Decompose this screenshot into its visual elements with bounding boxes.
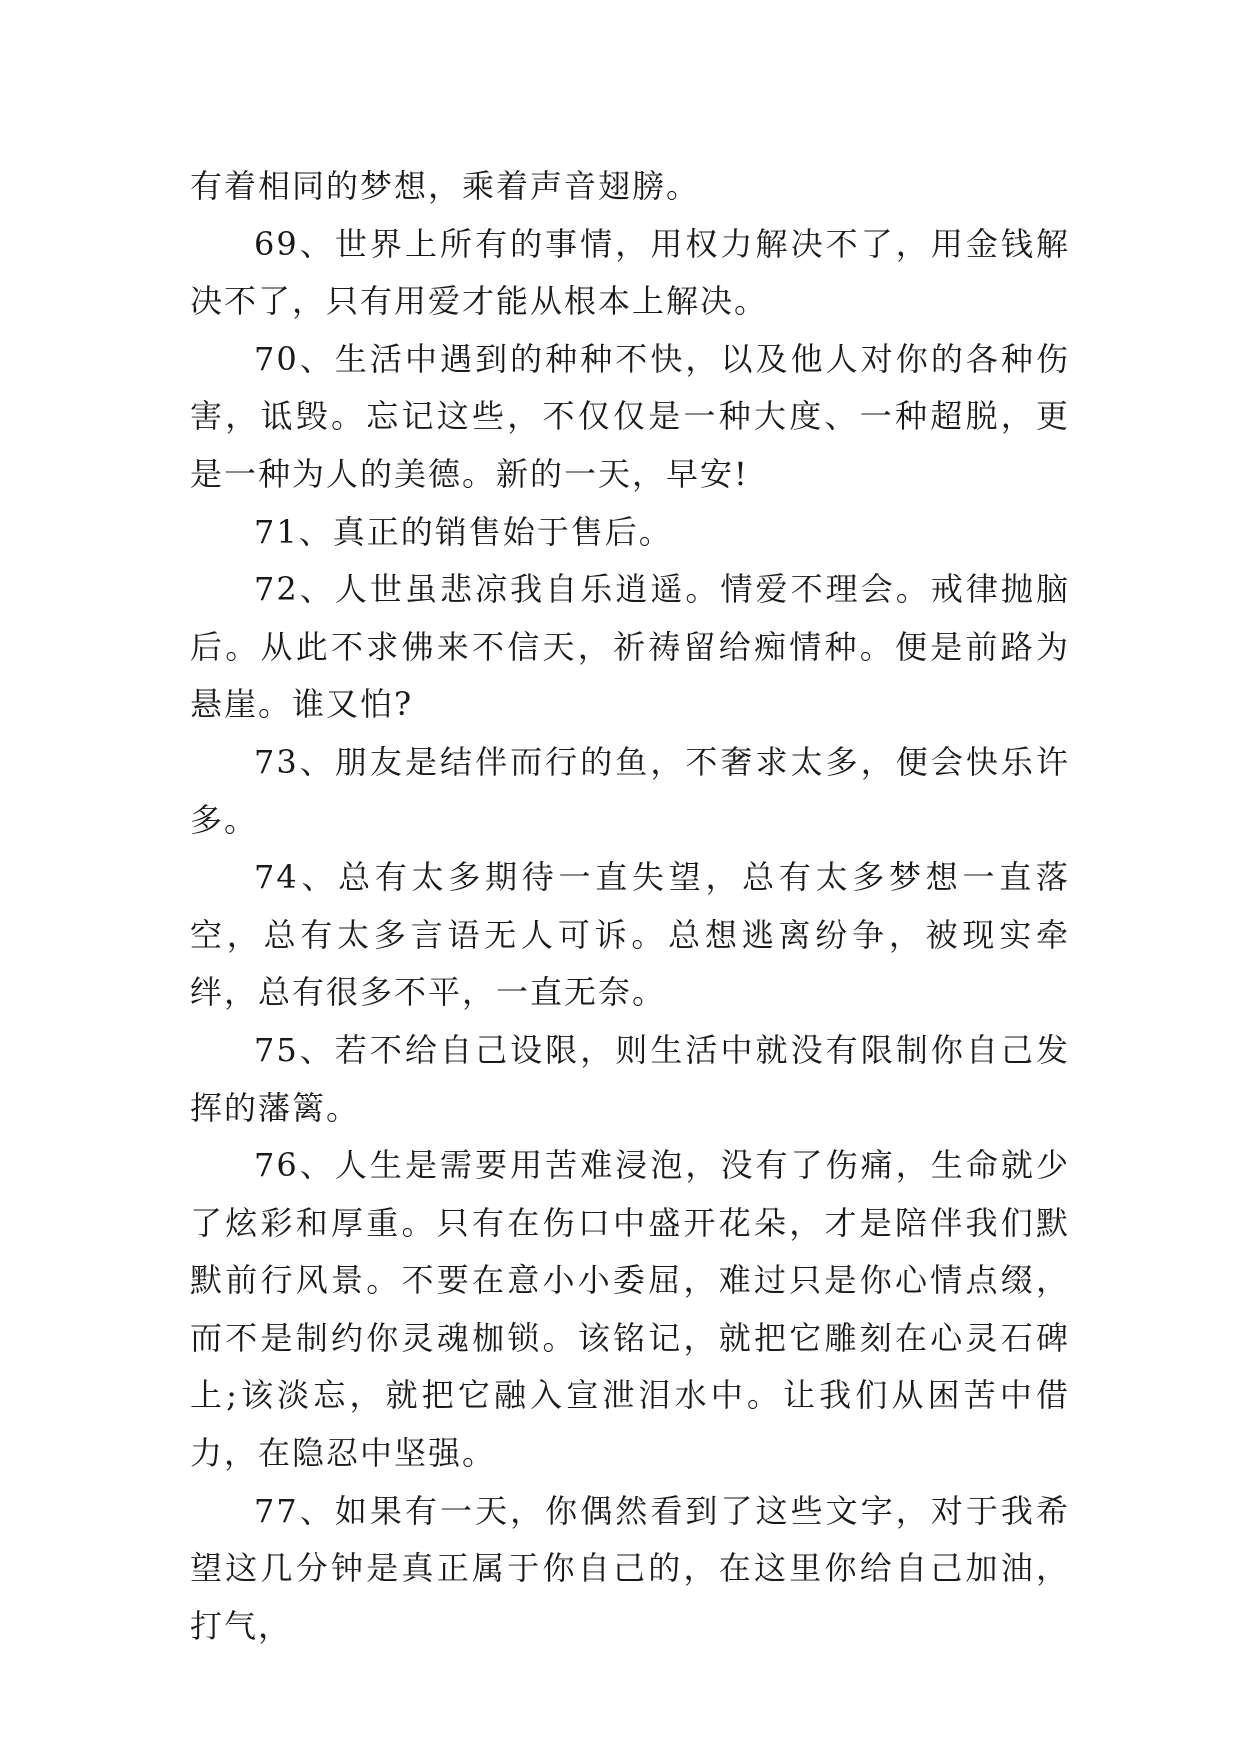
- paragraph-74: 74、总有太多期待一直失望，总有太多梦想一直落空，总有太多言语无人可诉。总想逃离纷争，被现实牵绊，总有很多不平，一直无奈。: [190, 858, 1070, 1012]
- paragraph-73: 73、朋友是结伴而行的鱼，不奢求太多，便会快乐许多。: [190, 742, 1070, 839]
- paragraph-77: 77、如果有一天，你偶然看到了这些文字，对于我希望这几分钟是真正属于你自己的，在这里你给自己加油，打气，: [190, 1491, 1070, 1645]
- paragraph-71: 71、真正的销售始于售后。: [254, 512, 673, 551]
- paragraph-76: 76、人生是需要用苦难浸泡，没有了伤痛，生命就少了炫彩和厚重。只有在伤口中盛开花朵，才是陪伴我们默默前行风景。不要在意小小委屈，难过只是你心情点缀，而不是制约你灵魂枷锁。该铭记，就把它雕刻在心灵石碑上;该淡忘，就把它融入宣泄泪水中。让我们从困苦中借力，在隐忍中坚强。: [190, 1146, 1070, 1473]
- paragraph-69: 69、世界上所有的事情，用权力解决不了，用金钱解决不了，只有用爱才能从根本上解决。: [190, 224, 1070, 321]
- paragraph-72: 72、人世虽悲凉我自乐逍遥。情爱不理会。戒律抛脑后。从此不求佛来不信天，祈祷留给痴情种。便是前路为悬崖。谁又怕?: [190, 570, 1070, 724]
- paragraph-75: 75、若不给自己设限，则生活中就没有限制你自己发挥的藩篱。: [190, 1030, 1070, 1127]
- document-body: [190, 158, 1070, 1655]
- paragraph-continuation: 有着相同的梦想，乘着声音翅膀。: [190, 167, 701, 205]
- paragraph-70: 70、生活中遇到的种种不快，以及他人对你的各种伤害，诋毁。忘记这些，不仅仅是一种大度、一种超脱，更是一种为人的美德。新的一天，早安!: [190, 339, 1070, 493]
